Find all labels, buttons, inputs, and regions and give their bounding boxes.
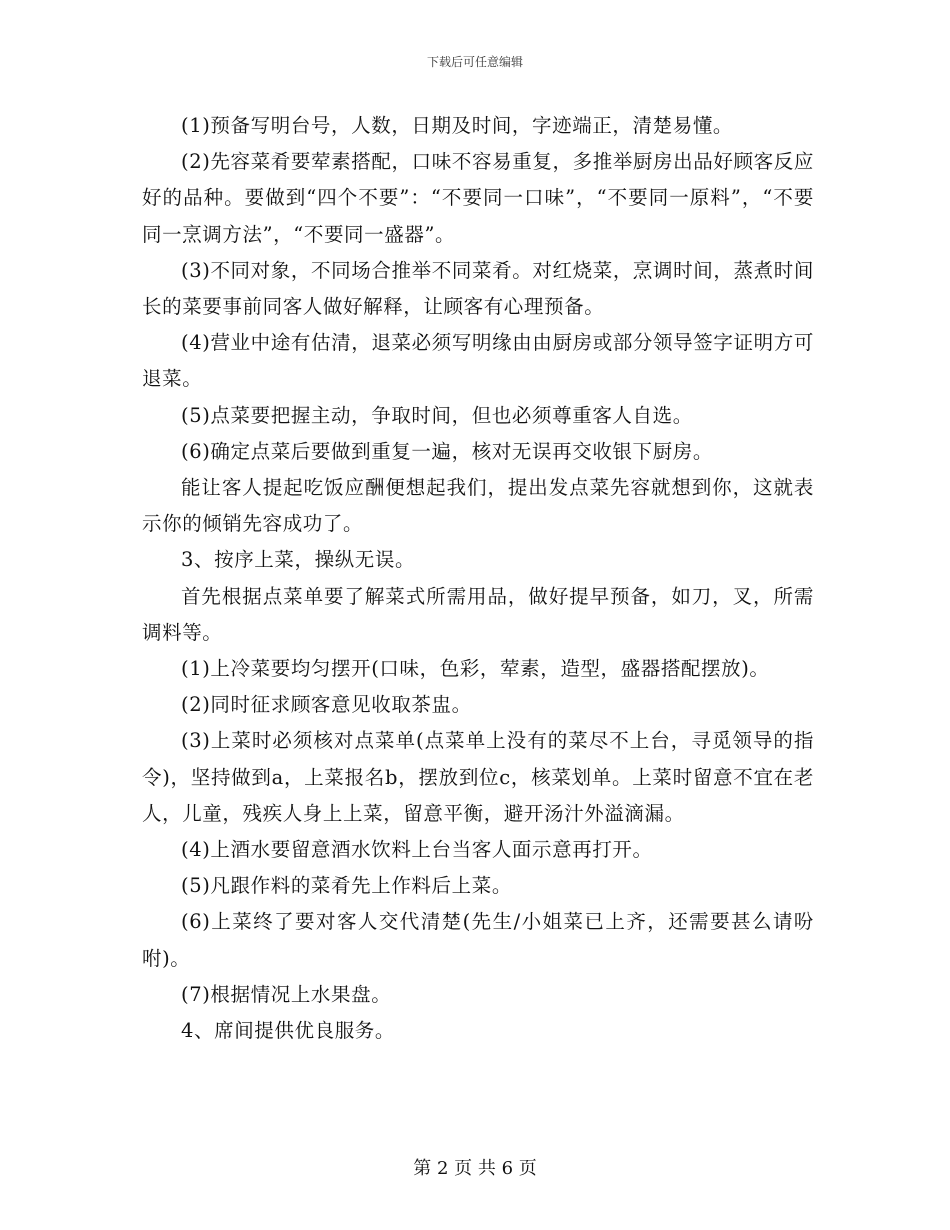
paragraph-7: 能让客人提起吃饭应酬便想起我们，提出发点菜先容就想到你，这就表示你的倾销先容成功了。 bbox=[142, 476, 814, 536]
paragraph-13: (4)上酒水要留意酒水饮料上台当客人面示意再打开。 bbox=[181, 838, 653, 862]
paragraph-1: (1)预备写明台号，人数，日期及时间，字迹端正，清楚易懂。 bbox=[181, 114, 734, 137]
section-heading-4: 4、席间提供优良服务。 bbox=[181, 1019, 396, 1043]
paragraph-4: (4)营业中途有估清，退菜必须写明缘由由厨房或部分领导签字证明方可退菜。 bbox=[142, 331, 814, 391]
paragraph-9: 首先根据点菜单要了解菜式所需用品，做好提早预备，如刀，叉，所需调料等。 bbox=[142, 584, 814, 644]
paragraph-2: (2)先容菜肴要荤素搭配，口味不容易重复，多推举厨房出品好顾客反应好的品种。要做到“四个不要”：“不要同一口味”，“不要同一原料”，“不要同一烹调方法”，“不要同一盛器”。 bbox=[142, 150, 814, 246]
paragraph-3: (3)不同对象，不同场合推举不同菜肴。对红烧菜，烹调时间，蒸煮时间长的菜要事前同客人做好解释，让顾客有心理预备。 bbox=[142, 258, 814, 319]
page-footer: 第 2 页 共 6 页 bbox=[413, 1158, 537, 1179]
paragraph-11: (2)同时征求顾客意见收取茶盅。 bbox=[181, 693, 472, 717]
paragraph-10: (1)上冷菜要均匀摆开(口味，色彩，荤素，造型，盛器搭配摆放)。 bbox=[181, 657, 770, 681]
document-body bbox=[142, 108, 814, 1049]
paragraph-15: (6)上菜终了要对客人交代清楚(先生/小姐菜已上齐，还需要甚么请吩咐)。 bbox=[142, 910, 814, 970]
paragraph-6: (6)确定点菜后要做到重复一遍，核对无误再交收银下厨房。 bbox=[181, 439, 713, 463]
paragraph-14: (5)凡跟作料的菜肴先上作料后上菜。 bbox=[181, 874, 512, 898]
paragraph-16: (7)根据情况上水果盘。 bbox=[181, 982, 392, 1006]
paragraph-12: (3)上菜时必须核对点菜单(点菜单上没有的菜尽不上台，寻觅领导的指令)，坚持做到a，上菜报名b，摆放到位c，核菜划单。上菜时留意不宜在老人，儿童，残疾人身上上菜，留意平衡，避开汤汁外溢滴漏。 bbox=[142, 729, 814, 825]
section-heading-3: 3、按序上菜，操纵无误。 bbox=[181, 548, 416, 572]
paragraph-5: (5)点菜要把握主动，争取时间，但也必须尊重客人自选。 bbox=[181, 403, 693, 427]
page-header: 下载后可任意编辑 bbox=[426, 55, 523, 69]
